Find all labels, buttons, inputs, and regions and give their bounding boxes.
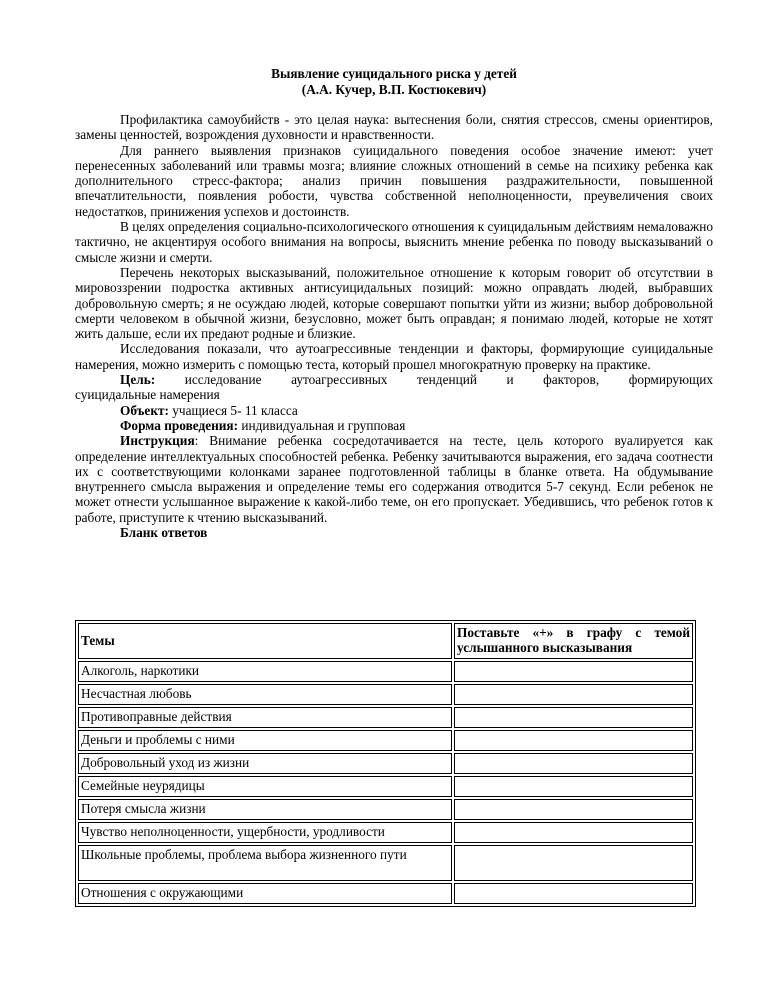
table-row xyxy=(78,799,693,820)
theme-cell: Отношения с окружающими xyxy=(78,883,452,904)
theme-cell: Семейные неурядицы xyxy=(78,776,452,797)
mark-cell[interactable] xyxy=(454,753,693,774)
title-line-1: Выявление суицидального риска у детей xyxy=(271,66,517,81)
theme-cell: Потеря смысла жизни xyxy=(78,799,452,820)
theme-cell: Алкоголь, наркотики xyxy=(78,661,452,682)
theme-cell: Деньги и проблемы с ними xyxy=(78,730,452,751)
instruction-paragraph xyxy=(75,433,713,525)
answer-sheet-title: Бланк ответов xyxy=(120,525,208,541)
paragraph-5: Исследования показали, что аутоагрессивные тенденции и факторы, формирующие суицидальные намерения, можно измерить с помощью теста, который прошел многократную проверку на практике. xyxy=(75,341,713,372)
mark-cell[interactable] xyxy=(454,822,693,843)
theme-cell: Несчастная любовь xyxy=(78,684,452,705)
goal-line xyxy=(75,372,713,387)
table-row xyxy=(78,707,693,728)
form-text: индивидуальная и групповая xyxy=(241,417,406,433)
paragraph-2: Для раннего выявления признаков суицидального поведения особое значение имеют: учет перенесенных заболеваний или травмы мозга; влияние сложных отношений в семье на психику ребенка как дополнительного стресс-фактора; анализ причин повышения раздражительности, повышенной впечатлительности, появления робости, чувства собственной неполноценности, преувеличения своих недостатков, принижения успехов и достоинств. xyxy=(75,142,713,219)
paragraph-1: Профилактика самоубийств - это целая наука: вытеснения боли, снятия стрессов, смены ориентиров, замены ценностей, возрождения духовности и нравственности. xyxy=(75,112,713,143)
themes-header: Темы xyxy=(78,623,452,659)
object-label: Объект: xyxy=(120,402,169,418)
document-title xyxy=(75,66,713,98)
table-row xyxy=(78,822,693,843)
mark-cell[interactable] xyxy=(454,684,693,705)
mark-cell[interactable] xyxy=(454,776,693,797)
document-body xyxy=(75,66,713,540)
goal-label: Цель: xyxy=(120,372,156,388)
table-row xyxy=(78,845,693,881)
instruction-label: Инструкция xyxy=(120,433,195,449)
mark-header: Поставьте «+» в графу с темой услышанного высказывания xyxy=(454,623,693,659)
form-label: Форма проведения: xyxy=(120,417,239,433)
table-row xyxy=(78,730,693,751)
table-row xyxy=(78,753,693,774)
table-row xyxy=(78,684,693,705)
table-row xyxy=(78,776,693,797)
mark-cell[interactable] xyxy=(454,799,693,820)
mark-cell[interactable] xyxy=(454,883,693,904)
mark-cell[interactable] xyxy=(454,730,693,751)
mark-cell[interactable] xyxy=(454,845,693,881)
paragraph-3: В целях определения социально-психологического отношения к суицидальным действиям немаловажно тактично, не акцентируя особого внимания на вопросы, выяснить мнение ребенка по поводу высказываний о смысле жизни и смерти. xyxy=(75,219,713,265)
mark-cell[interactable] xyxy=(454,707,693,728)
goal-text-2: суицидальные намерения xyxy=(75,387,220,403)
answer-table xyxy=(75,620,696,907)
form-line xyxy=(75,418,713,433)
table-header-row xyxy=(78,623,693,659)
table-row xyxy=(78,883,693,904)
goal-text-1: исследование аутоагрессивных тенденций и факторов, формирующих xyxy=(184,372,714,388)
theme-cell: Добровольный уход из жизни xyxy=(78,753,452,774)
mark-cell[interactable] xyxy=(454,661,693,682)
title-line-2: (А.А. Кучер, В.П. Костюкевич) xyxy=(301,82,487,97)
object-text: учащиеся 5- 11 класса xyxy=(172,402,298,418)
instruction-text: : Внимание ребенка сосредотачивается на тесте, цель которого вуалируется как определение интеллектуальных способностей ребенка. Ребенку зачитываются выражения, его задача соотнести их с соответствующими колонками заранее подготовленной таблицы в бланке ответа. На обдумывание внутреннего смысла выражения и определение темы его содержания отводится 5-7 секунд. Если ребенок не может отнести услышанное выражение к какой-либо теме, он его пропускает. Убедившись, что ребенок готов к работе, приступите к чтению высказываний. xyxy=(75,433,713,525)
theme-cell: Противоправные действия xyxy=(78,707,452,728)
theme-cell: Школьные проблемы, проблема выбора жизненного пути xyxy=(78,845,452,881)
paragraph-4: Перечень некоторых высказываний, положительное отношение к которым говорит об отсутствии в мировоззрении подростка активных антисуицидальных позиций: можно оправдать людей, выбравших добровольную смерть; я не осуждаю людей, которые совершают попытки уйти из жизни; выбор добровольной смерти человеком в обычной жизни, безусловно, может быть оправдан; я понимаю людей, которые не хотят жить дальше, если их предают родные и близкие. xyxy=(75,264,713,342)
object-line xyxy=(75,403,713,418)
theme-cell: Чувство неполноценности, ущербности, уродливости xyxy=(78,822,452,843)
table-row xyxy=(78,661,693,682)
